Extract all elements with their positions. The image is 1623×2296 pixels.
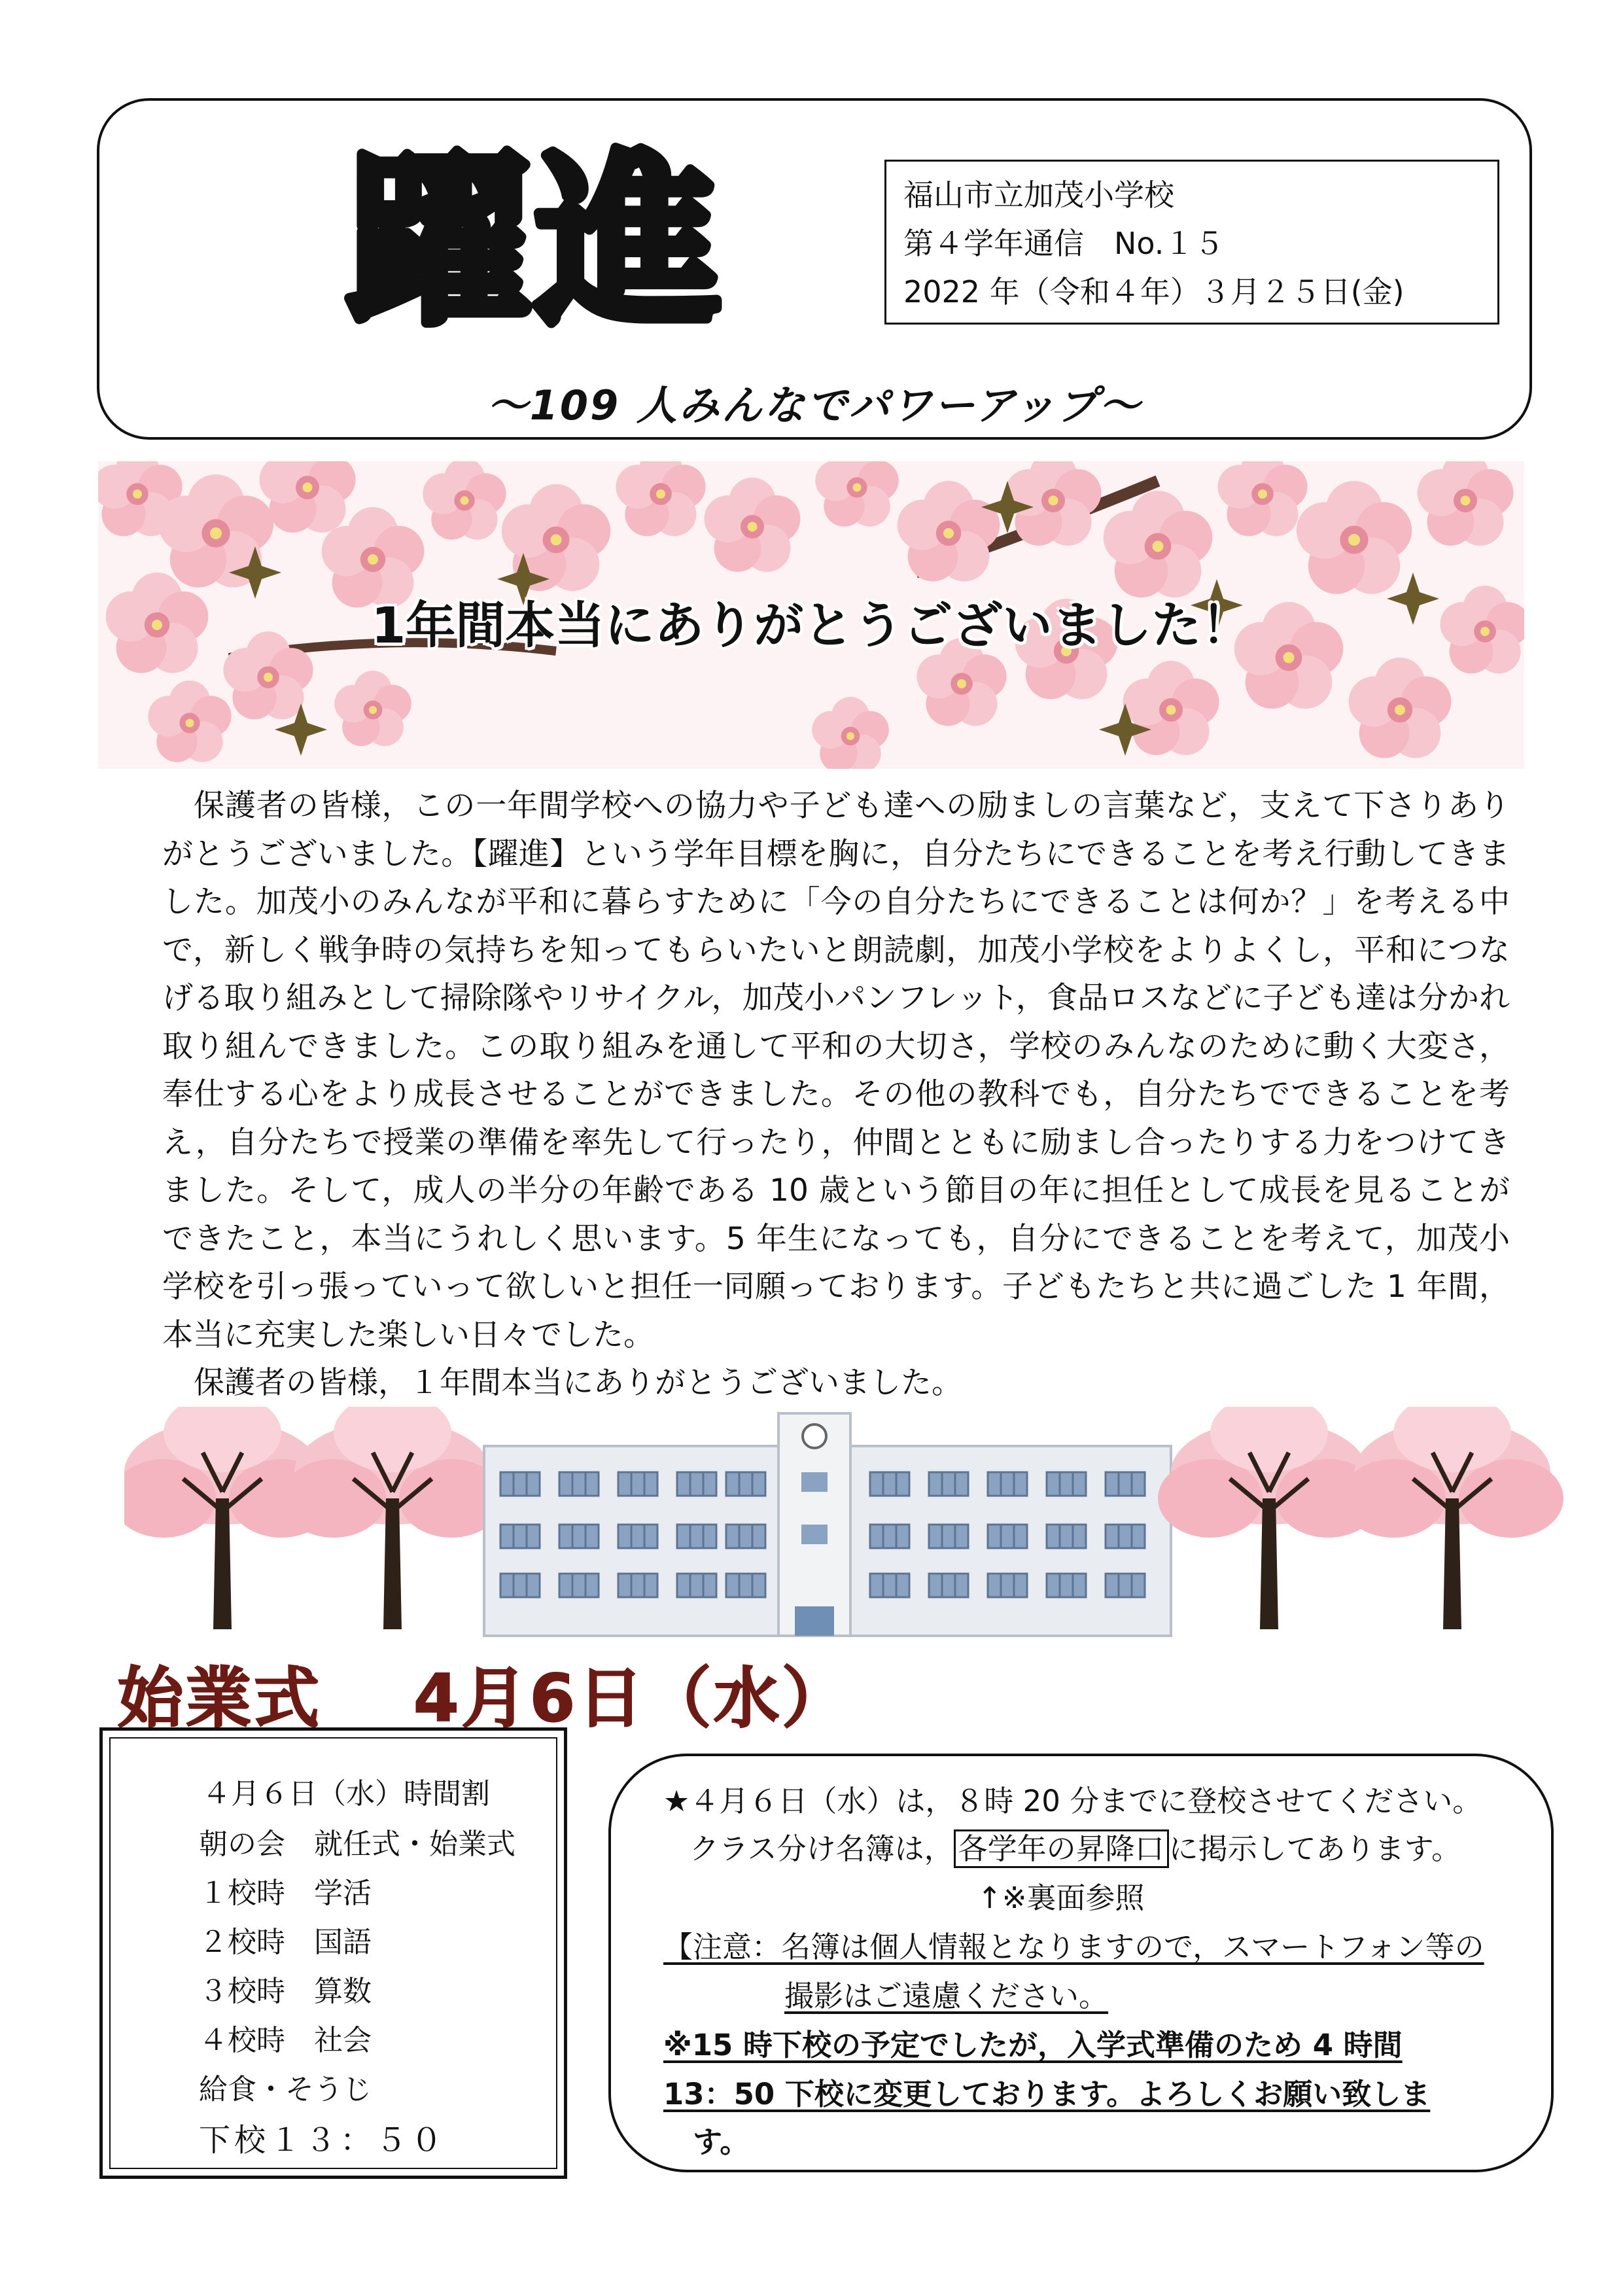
newsletter-number: 第４学年通信 No.１５	[903, 226, 1225, 261]
schedule-row: ３校時 算数	[199, 1975, 372, 2008]
school-scene-illustration	[124, 1407, 1563, 1642]
yakushin-logo	[262, 134, 811, 344]
notice-class-list-pre: クラス分け名簿は，	[689, 1831, 954, 1866]
tree-left-2	[281, 1407, 504, 1629]
newsletter-info-box	[884, 160, 1499, 325]
notice-caution-continued: 撮影はご遠慮ください。	[784, 1979, 1109, 2013]
notice-caution: 【注意：名簿は個人情報となりますので，スマートフォン等の	[663, 1930, 1484, 1964]
schedule-row: 給食・そうじ	[199, 2073, 372, 2106]
ceremony-name: 始業式	[118, 1660, 322, 1737]
notice-box	[608, 1754, 1554, 2172]
notice-class-list-location: 各学年の昇降口	[954, 1829, 1169, 1868]
schedule-row: ２校時 国語	[199, 1926, 372, 1959]
notice-schedule-change-continued: 13：50 下校に変更しております。よろしくお願い致しま	[663, 2077, 1431, 2111]
dismissal-time: 下校１３：５０	[199, 2122, 447, 2159]
schedule-row: ４校時 社会	[199, 2024, 372, 2057]
school-name: 福山市立加茂小学校	[903, 177, 1174, 213]
banner-title: 1年間本当にありがとうございました！	[371, 596, 1251, 654]
ceremony-date: 4月6日（水）	[413, 1660, 850, 1737]
tree-right-2	[1341, 1407, 1563, 1629]
tree-right-1	[1158, 1407, 1380, 1629]
grade-slogan: ～109 人みんなでパワーアップ～	[487, 381, 1142, 429]
logo-text: 躍進	[347, 134, 726, 344]
schedule-box	[99, 1727, 567, 2179]
message-paragraph: 保護者の皆様，この一年間学校への協力や子ども達への励ましの言葉など，支えて下さりありがとうございました。【躍進】という学年目標を胸に，自分たちにできることを考え行動してきました。加茂小のみんなが平和に暮らすために「今の自分たちにできることは何か？」を考える中で，新しく戦争時の気持ちを知ってもらいたいと朗読劇，加茂小学校をよりよくし，平和につなげる取り組みとして掃除隊やリサイクル，加茂小パンフレット，食品ロスなどに子ども達は分かれ取り組んできました。この取り組みを通して平和の大切さ，学校のみんなのために動く大変さ，奉仕する心をより成長させることができました。その他の教科でも，自分たちでできることを考え，自分たちで授業の準備を率先して行ったり，仲間とともに励まし合ったりする力をつけてきました。そして，成人の半分の年齢である 10 歳という節目の年に担任として成長を見ることができたこと，本当にうれしく思います。5 年生になっても，自分にできることを考えて，加茂小学校を引っ張っていって欲しいと担任一同願っております。子どもたちと共に過ごした 1 年間，本当に充実した楽しい日々でした。	[162, 788, 1510, 1353]
notice-schedule-change: ※15 時下校の予定でしたが，入学式準備のため 4 時間	[663, 2028, 1403, 2062]
notice-schedule-change-end: す。	[693, 2125, 750, 2159]
message-closing: 保護者の皆様，１年間本当にありがとうございました。	[194, 1365, 962, 1401]
notice-class-list-post: に掲示してあります。	[1168, 1831, 1461, 1866]
notice-arrival-time: ★４月６日（水）は，８時 20 分までに登校させてください。	[663, 1784, 1482, 1818]
notice-class-list	[689, 1825, 1461, 1867]
message-body	[162, 782, 1510, 1407]
notice-reference: ↑※裏面参照	[977, 1881, 1145, 1915]
school-building	[484, 1413, 1171, 1636]
schedule-row: 朝の会 就任式・始業式	[199, 1828, 515, 1861]
issue-date: 2022 年（令和４年）３月２５日(金)	[903, 274, 1405, 309]
opening-ceremony-heading	[118, 1646, 850, 1740]
schedule-title: ４月６日（水）時間割	[202, 1777, 490, 1810]
schedule-row: １校時 学活	[199, 1877, 372, 1910]
